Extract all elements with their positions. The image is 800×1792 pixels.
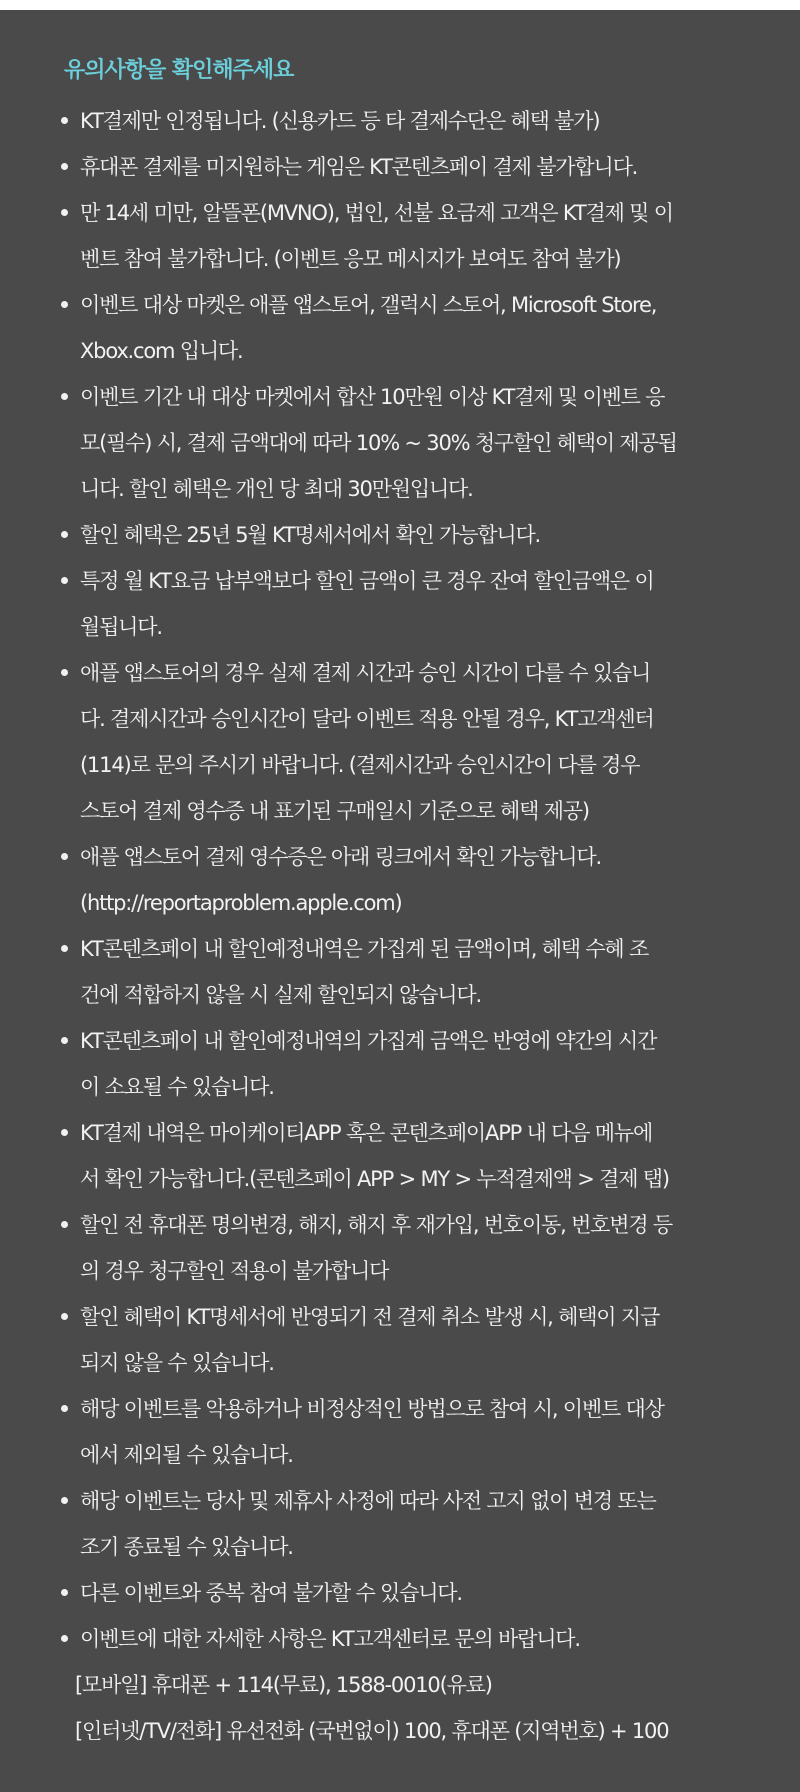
bullet-icon	[61, 209, 68, 216]
notice-item	[0, 650, 800, 834]
notice-list	[0, 98, 800, 1754]
notice-text: 휴대폰 결제를 미지원하는 게임은 KT콘텐츠페이 결제 불가합니다.	[80, 155, 638, 179]
notice-text: 건에 적합하지 않을 시 실제 할인되지 않습니다.	[80, 983, 481, 1007]
contact-info	[0, 1662, 800, 1708]
bullet-icon	[61, 117, 68, 124]
notice-text: 스토어 결제 영수증 내 표기된 구매일시 기준으로 혜택 제공)	[80, 799, 589, 823]
notice-item	[0, 1110, 800, 1202]
notice-text: 만 14세 미만, 알뜰폰(MVNO), 법인, 선불 요금제 고객은 KT결제 및 이	[80, 201, 673, 225]
notice-text: 해당 이벤트는 당사 및 제휴사 사정에 따라 사전 고지 없이 변경 또는	[80, 1489, 656, 1513]
notice-text: (http://reportaproblem.apple.com)	[80, 891, 402, 915]
notice-panel	[0, 10, 800, 1792]
bullet-icon	[61, 1313, 68, 1320]
notice-item	[0, 926, 800, 1018]
notice-text: 되지 않을 수 있습니다.	[80, 1351, 274, 1375]
notice-text: 해당 이벤트를 악용하거나 비정상적인 방법으로 참여 시, 이벤트 대상	[80, 1397, 664, 1421]
notice-text: KT결제 내역은 마이케이티APP 혹은 콘텐츠페이APP 내 다음 메뉴에	[80, 1121, 653, 1145]
notice-text: 조기 종료될 수 있습니다.	[80, 1535, 293, 1559]
bullet-icon	[61, 1635, 68, 1642]
notice-text: 이벤트 대상 마켓은 애플 앱스토어, 갤럭시 스토어, Microsoft Store,	[80, 293, 657, 317]
notice-text: 애플 앱스토어의 경우 실제 결제 시간과 승인 시간이 다를 수 있습니	[80, 661, 651, 685]
notice-title: 유의사항을 확인해주세요	[64, 58, 294, 83]
notice-text: (114)로 문의 주시기 바랍니다. (결제시간과 승인시간이 다를 경우	[80, 753, 640, 777]
bullet-icon	[61, 301, 68, 308]
notice-item	[0, 282, 800, 374]
notice-text: 모(필수) 시, 결제 금액대에 따라 10% ~ 30% 청구할인 혜택이 제공됩	[80, 431, 677, 455]
notice-text: 니다. 할인 혜택은 개인 당 최대 30만원입니다.	[80, 477, 473, 501]
bullet-icon	[61, 1129, 68, 1136]
notice-text: 이벤트에 대한 자세한 사항은 KT고객센터로 문의 바랍니다.	[80, 1627, 580, 1651]
notice-item	[0, 144, 800, 190]
contact-text: [모바일] 휴대폰 + 114(무료), 1588-0010(유료)	[75, 1673, 492, 1697]
notice-item	[0, 98, 800, 144]
notice-item	[0, 1478, 800, 1570]
notice-text: 특정 월 KT요금 납부액보다 할인 금액이 큰 경우 잔여 할인금액은 이	[80, 569, 654, 593]
notice-item	[0, 834, 800, 926]
bullet-icon	[61, 577, 68, 584]
notice-text: 서 확인 가능합니다.(콘텐츠페이 APP > MY > 누적결제액 > 결제 탭)	[80, 1167, 669, 1191]
bullet-icon	[61, 393, 68, 400]
bullet-icon	[61, 163, 68, 170]
notice-item	[0, 512, 800, 558]
notice-text: 벤트 참여 불가합니다. (이벤트 응모 메시지가 보여도 참여 불가)	[80, 247, 621, 271]
notice-text: 이 소요될 수 있습니다.	[80, 1075, 274, 1099]
bullet-icon	[61, 945, 68, 952]
bullet-icon	[61, 1497, 68, 1504]
notice-text: KT콘텐츠페이 내 할인예정내역은 가집계 된 금액이며, 혜택 수혜 조	[80, 937, 649, 961]
notice-text: 이벤트 기간 내 대상 마켓에서 합산 10만원 이상 KT결제 및 이벤트 응	[80, 385, 665, 409]
notice-item	[0, 1386, 800, 1478]
notice-item	[0, 1616, 800, 1662]
bullet-icon	[61, 669, 68, 676]
bullet-icon	[61, 1037, 68, 1044]
notice-text: 할인 전 휴대폰 명의변경, 해지, 해지 후 재가입, 번호이동, 번호변경 등	[80, 1213, 672, 1237]
notice-text: 할인 혜택은 25년 5월 KT명세서에서 확인 가능합니다.	[80, 523, 541, 547]
notice-text: Xbox.com 입니다.	[80, 339, 243, 363]
notice-text: KT콘텐츠페이 내 할인예정내역의 가집계 금액은 반영에 약간의 시간	[80, 1029, 657, 1053]
contact-text: [인터넷/TV/전화] 유선전화 (국번없이) 100, 휴대폰 (지역번호) + 100	[75, 1719, 669, 1743]
notice-item	[0, 1018, 800, 1110]
notice-item	[0, 1570, 800, 1616]
notice-item	[0, 190, 800, 282]
notice-item	[0, 374, 800, 512]
bullet-icon	[61, 1405, 68, 1412]
notice-item	[0, 558, 800, 650]
notice-text: 할인 혜택이 KT명세서에 반영되기 전 결제 취소 발생 시, 혜택이 지급	[80, 1305, 660, 1329]
notice-text: KT결제만 인정됩니다. (신용카드 등 타 결제수단은 혜택 불가)	[80, 109, 600, 133]
contact-info	[0, 1708, 800, 1754]
bullet-icon	[61, 853, 68, 860]
notice-item	[0, 1294, 800, 1386]
notice-text: 다른 이벤트와 중복 참여 불가할 수 있습니다.	[80, 1581, 462, 1605]
bullet-icon	[61, 531, 68, 538]
notice-text: 에서 제외될 수 있습니다.	[80, 1443, 293, 1467]
notice-text: 애플 앱스토어 결제 영수증은 아래 링크에서 확인 가능합니다.	[80, 845, 601, 869]
notice-text: 월됩니다.	[80, 615, 162, 639]
notice-text: 의 경우 청구할인 적용이 불가합니다	[80, 1259, 389, 1283]
notice-item	[0, 1202, 800, 1294]
notice-text: 다. 결제시간과 승인시간이 달라 이벤트 적용 안될 경우, KT고객센터	[80, 707, 654, 731]
bullet-icon	[61, 1221, 68, 1228]
bullet-icon	[61, 1589, 68, 1596]
